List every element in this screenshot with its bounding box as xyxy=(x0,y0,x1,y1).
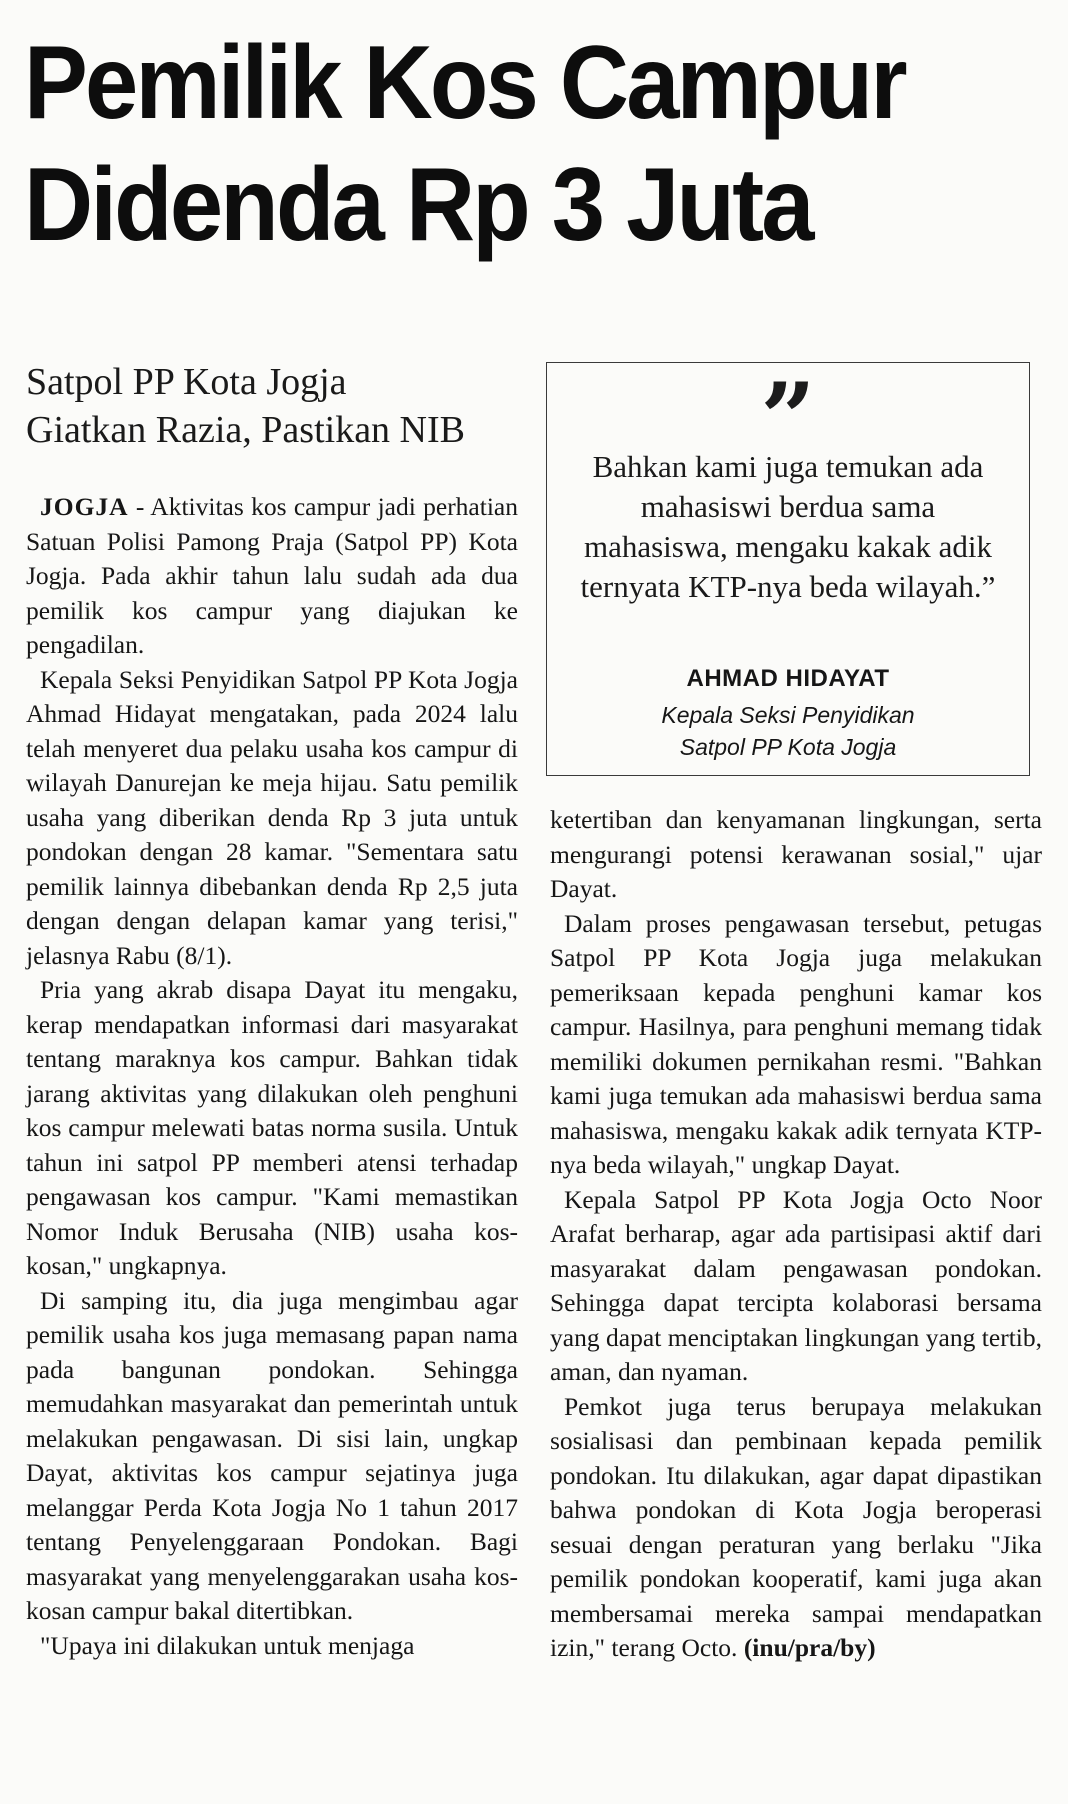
headline-line-1: Pemilik Kos Campur xyxy=(24,25,905,141)
headline xyxy=(24,22,972,266)
article-paragraph: Kepala Satpol PP Kota Jogja Octo Noor Arafat berharap, agar ada partisipasi aktif dari masyarakat dalam pengawasan pondokan. Sehingga dapat tercipta kolaborasi bersama yang dapat menciptakan lingkungan yang tertib, aman, dan nyaman. xyxy=(550,1184,1042,1386)
article-column-right xyxy=(550,803,1042,1666)
headline-line-2: Didenda Rp 3 Juta xyxy=(24,147,812,263)
article-paragraph: Dalam proses pengawasan tersebut, petugas Satpol PP Kota Jogja juga melakukan pemeriksaan kepada penghuni kamar kos campur. Hasilnya, para penghuni memang tidak memiliki dokumen pernikahan resmi. "Bahkan kami juga temukan ada mahasiswi berdua sama mahasiswa, mengaku kakak adik ternyata KTP-nya beda wilayah," ungkap Dayat. xyxy=(550,908,1042,1179)
article-paragraph-continued: ketertiban dan kenyamanan lingkungan, serta mengurangi potensi kerawanan sosial," ujar Dayat. xyxy=(550,805,1042,903)
dateline: JOGJA xyxy=(40,492,129,521)
article-paragraph: Pria yang akrab disapa Dayat itu mengaku, kerap mendapatkan informasi dari masyarakat tentang maraknya kos campur. Bahkan tidak jarang aktivitas yang dilakukan oleh penghuni kos campur melewati batas norma susila. Untuk tahun ini satpol PP memberi atensi terhadap pengawasan kos campur. "Kami memastikan Nomor Induk Berusaha (NIB) usaha kos-kosan," ungkapnya. xyxy=(26,975,518,1280)
pull-quote-role-line-1: Kepala Seksi Penyidikan xyxy=(661,702,915,728)
byline: (inu/pra/by) xyxy=(743,1633,876,1662)
article-paragraph: "Upaya ini dilakukan untuk menjaga xyxy=(40,1630,415,1660)
pull-quote-role xyxy=(547,699,1029,763)
lead-text: - Aktivitas kos campur jadi perhatian Satuan Polisi Pamong Praja (Satpol PP) Kota Jogja. Pada akhir tahun lalu sudah ada dua pemilik kos campur yang diajukan ke pengadilan. xyxy=(26,492,518,659)
article-paragraph: Di samping itu, dia juga mengimbau agar pemilik usaha kos juga memasang papan nama pada bangunan pondokan. Sehingga memudahkan masyarakat dan pemerintah untuk melakukan pengawasan. Di sisi lain, ungkap Dayat, aktivitas kos campur sejatinya juga melanggar Perda Kota Jogja No 1 tahun 2017 tentang Penyelenggaraan Pondokan. Bagi masyarakat yang menyelenggarakan usaha kos-kosan campur bakal ditertibkan. xyxy=(26,1285,518,1625)
pull-quote-name: AHMAD HIDAYAT xyxy=(686,665,890,692)
article-lead-paragraph xyxy=(26,490,518,663)
subheadline-line-1: Satpol PP Kota Jogja xyxy=(26,361,347,403)
final-text: Pemkot juga terus berupaya melakukan sosialisasi dan pembinaan kepada pemilik pondokan. Itu dilakukan, agar dapat dipastikan bahwa pondokan di Kota Jogja beroperasi sesuai dengan peraturan yang berlaku "Jika pemilik pondokan kooperatif, kami juga akan membersamai mereka sampai mendapatkan izin," terang Octo. xyxy=(550,1391,1042,1662)
pull-quote-box xyxy=(546,362,1030,776)
quote-marks-icon: ” xyxy=(760,362,816,475)
subheadline-line-2: Giatkan Razia, Pastikan NIB xyxy=(26,409,466,451)
article-paragraph-final xyxy=(550,1390,1042,1666)
article-column-left xyxy=(26,490,518,1663)
subheadline xyxy=(26,358,526,454)
article-paragraph: Kepala Seksi Penyidikan Satpol PP Kota Jogja Ahmad Hidayat mengatakan, pada 2024 lalu telah menyeret dua pelaku usaha kos campur di wilayah Danurejan ke meja hijau. Satu pemilik usaha yang diberikan denda Rp 3 juta untuk pondokan dengan 28 kamar. "Sementara satu pemilik lainnya dibebankan denda Rp 2,5 juta dengan dengan delapan kamar yang terisi," jelasnya Rabu (8/1). xyxy=(26,664,518,970)
pull-quote-text: Bahkan kami juga temukan ada mahasiswi berdua sama mahasiswa, mengaku kakak adik ternyata KTP-nya beda wilayah.” xyxy=(580,449,996,604)
pull-quote-role-line-2: Satpol PP Kota Jogja xyxy=(679,734,897,760)
